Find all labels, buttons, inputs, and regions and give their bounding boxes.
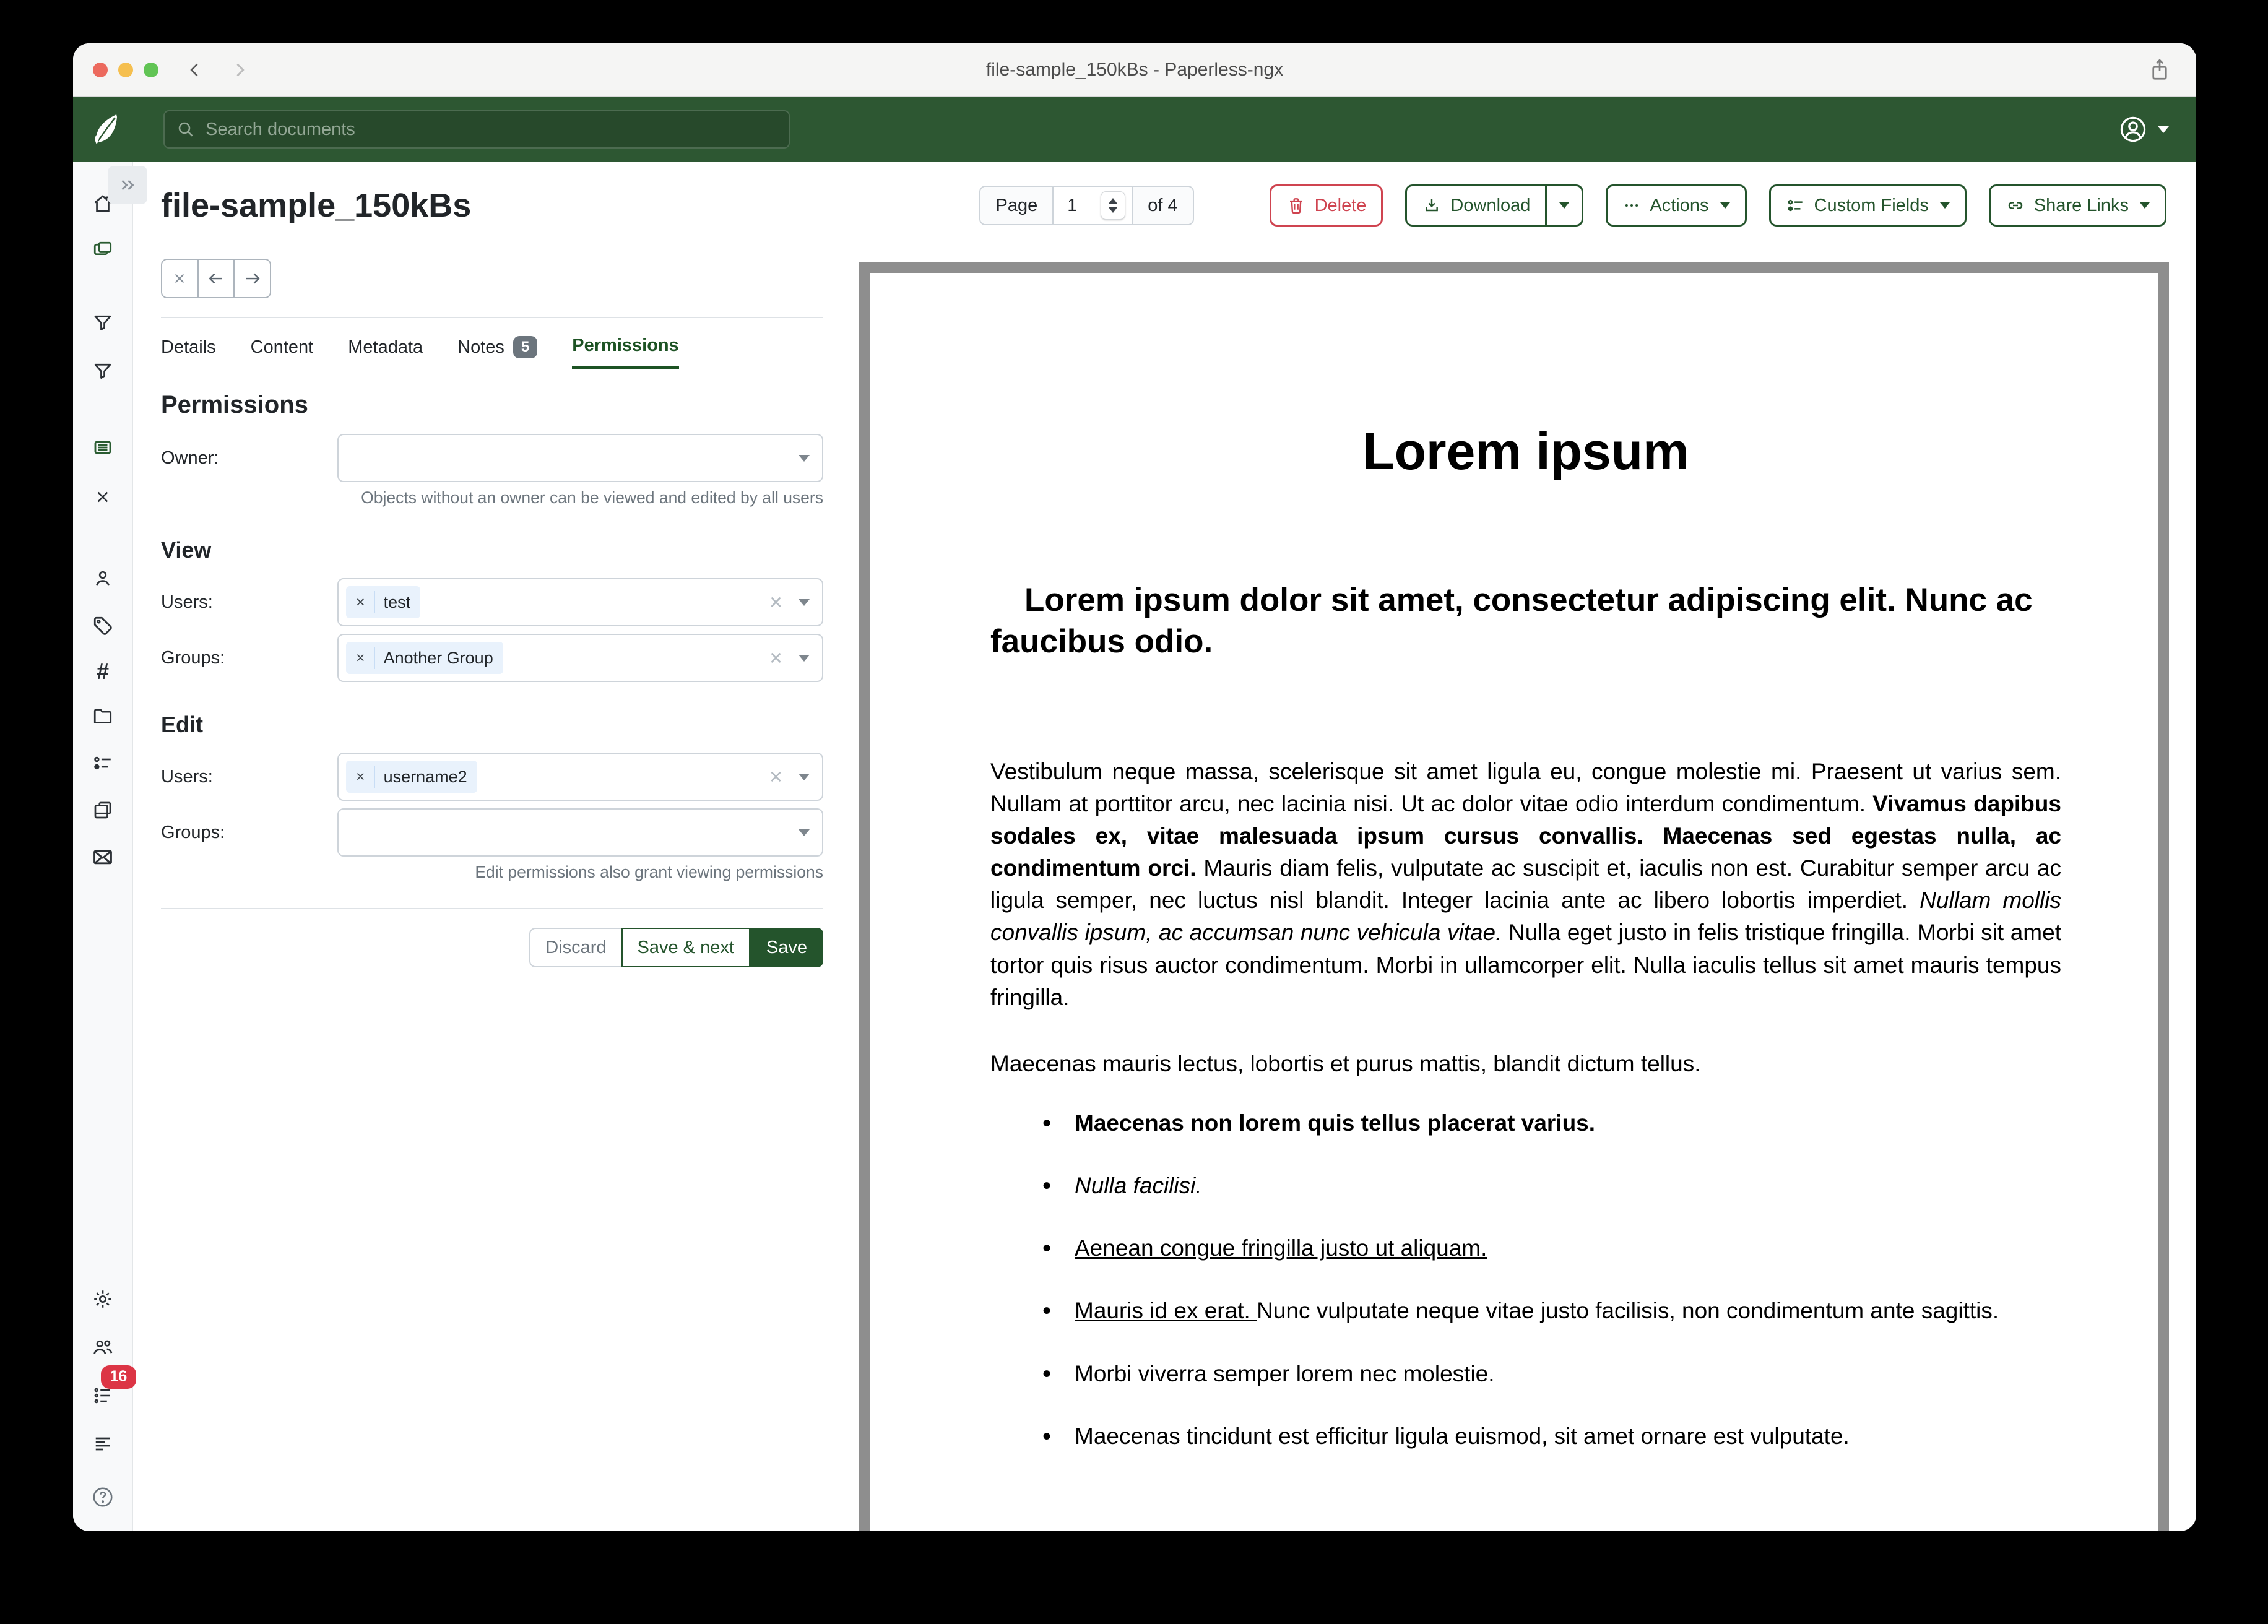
share-icon[interactable] <box>2148 57 2171 83</box>
browser-back-icon[interactable] <box>184 59 206 80</box>
permissions-heading: Permissions <box>161 391 308 418</box>
user-avatar-icon <box>2118 114 2148 144</box>
sidebar-item-users-groups[interactable] <box>91 1336 115 1359</box>
sidebar-item-saved-view-1[interactable] <box>91 311 115 334</box>
trash-icon <box>1286 196 1306 215</box>
chevron-down-icon <box>799 774 810 780</box>
browser-forward-icon[interactable] <box>229 59 250 80</box>
pdf-subtitle: Lorem ipsum dolor sit amet, consectetur adipiscing elit. Nunc ac faucibus odio. <box>990 582 2033 660</box>
pdf-viewer-frame[interactable] <box>859 262 2169 1531</box>
page-number-stepper[interactable] <box>1101 191 1125 220</box>
sidebar-item-correspondents[interactable] <box>91 567 115 590</box>
custom-fields-button[interactable]: Custom Fields <box>1769 184 1967 227</box>
chevron-down-icon <box>799 455 810 462</box>
view-users-select[interactable] <box>337 578 823 626</box>
page-number-input[interactable] <box>1066 195 1094 217</box>
tab-notes[interactable]: Notes 5 <box>457 335 537 369</box>
edit-users-select[interactable] <box>337 753 823 801</box>
app-window <box>73 43 2196 1531</box>
chevron-down-icon <box>799 829 810 836</box>
sidebar-item-tags[interactable] <box>91 614 115 637</box>
edit-hint: Edit permissions also grant viewing permissions <box>475 863 823 881</box>
sidebar-item-storage-paths[interactable] <box>91 704 115 728</box>
edit-groups-label: Groups: <box>161 822 225 842</box>
edit-users-label: Users: <box>161 766 213 787</box>
paperless-logo-icon[interactable] <box>90 112 121 147</box>
discard-button[interactable]: Discard <box>529 928 622 967</box>
list-item: • Maecenas tincidunt est efficitur ligula euismod, sit amet ornare est vulputate. <box>1042 1420 2061 1453</box>
macos-titlebar <box>73 43 2196 97</box>
edit-heading: Edit <box>161 712 203 737</box>
download-options-button[interactable] <box>1545 186 1582 225</box>
page-total-label: of 4 <box>1133 187 1192 224</box>
list-item: • Mauris id ex erat. Nunc vulputate neque vitae justo facilisis, non condimentum ante sagittis. <box>1042 1295 2061 1327</box>
list-item: • Aenean congue fringilla justo ut aliquam. <box>1042 1232 2061 1264</box>
sidebar-item-settings[interactable] <box>91 1287 115 1311</box>
pdf-bullet-list <box>990 1107 2061 1453</box>
view-users-label: Users: <box>161 592 213 612</box>
chevron-down-icon <box>2158 126 2169 133</box>
notes-count-badge: 5 <box>513 336 537 359</box>
page-navigation <box>979 186 1193 225</box>
remove-chip-icon[interactable]: × <box>356 767 365 785</box>
tab-metadata[interactable]: Metadata <box>348 337 423 357</box>
ellipsis-icon <box>1622 196 1641 215</box>
search-icon <box>176 119 196 139</box>
help-icon[interactable] <box>91 1485 115 1509</box>
sidebar-item-logs[interactable] <box>91 1432 115 1456</box>
list-item: • Nulla facilisi. <box>1042 1170 2061 1202</box>
tab-details[interactable]: Details <box>161 337 216 357</box>
tab-content[interactable]: Content <box>250 337 314 357</box>
pdf-title: Lorem ipsum <box>1362 422 1689 480</box>
chevron-down-icon <box>799 655 810 662</box>
divider <box>161 317 823 318</box>
document-preview-pane <box>859 262 2169 1531</box>
link-icon <box>2006 196 2025 215</box>
sidebar-item-open-document[interactable] <box>91 436 115 459</box>
save-button-group <box>529 928 823 967</box>
search-input[interactable] <box>204 119 749 140</box>
detail-tabs <box>161 335 823 369</box>
selected-user-chip: × test <box>346 586 420 618</box>
minimize-window-button[interactable] <box>118 63 133 77</box>
sidebar-item-mail[interactable] <box>91 845 115 869</box>
sidebar-item-workflows[interactable] <box>91 798 115 822</box>
custom-fields-icon <box>1786 196 1806 215</box>
owner-hint: Objects without an owner can be viewed and edited by all users <box>361 488 823 507</box>
clear-icon[interactable]: × <box>769 645 782 670</box>
next-document-button[interactable] <box>233 260 270 297</box>
pdf-paragraph: Vestibulum neque massa, scelerisque sit amet ligula eu, congue molestie mi. Praesent ut varius sem. Nullam at porttitor arcu, nec lacinia nisi. Ut ac dolor vitae odio interdum condimentum. Vivamus dapibus sodales ex, vitae malesuada ipsum cursus convallis. Maecenas sed egestas nulla, ac condimentum orci. Mauris diam felis, vulputate ac suscipit et, iaculis non est. Curabitur semper arcu ac ligula semper, nec luctus nisl blandit. Integer lacinia ante ac libero lobortis imperdiet. Nullam mollis convallis ipsum, ac accumsan nunc vehicula vitae. Nulla eget justo in felis tristique fringilla. Morbi sit amet tortor quis risus auctor condimentum. Morbi in ullamcorper elit. Nulla iaculis tellus sit amet mauris tempus fringilla. <box>990 758 2061 1010</box>
list-item: • Morbi viverra semper lorem nec molestie. <box>1042 1358 2061 1390</box>
close-window-button[interactable] <box>93 63 108 77</box>
document-nav-group <box>161 259 271 298</box>
previous-document-button[interactable] <box>197 260 234 297</box>
selected-group-chip: × Another Group <box>346 642 503 674</box>
chevron-down-icon <box>799 599 810 606</box>
traffic-lights <box>93 63 158 77</box>
share-links-button[interactable]: Share Links <box>1989 184 2166 227</box>
window-title: file-sample_150kBs - Paperless-ngx <box>985 59 1284 80</box>
delete-button[interactable]: Delete <box>1270 184 1383 227</box>
owner-label: Owner: <box>161 447 219 468</box>
document-header <box>133 162 2196 227</box>
sidebar-item-saved-view-2[interactable] <box>91 359 115 382</box>
page-label: Page <box>980 187 1052 224</box>
view-heading: View <box>161 537 212 563</box>
actions-button[interactable]: Actions <box>1606 184 1746 227</box>
save-button[interactable]: Save <box>750 928 823 967</box>
remove-chip-icon[interactable]: × <box>356 593 365 611</box>
sidebar-item-custom-fields[interactable] <box>91 751 115 775</box>
sidebar <box>73 162 133 1531</box>
download-split-button <box>1405 184 1583 227</box>
clear-icon[interactable]: × <box>769 589 782 615</box>
chevron-down-icon <box>2140 202 2150 209</box>
remove-chip-icon[interactable]: × <box>356 649 365 667</box>
document-detail-pane <box>133 227 823 967</box>
pdf-paragraph: Maecenas mauris lectus, lobortis et purus mattis, blandit dictum tellus. <box>990 1050 1701 1076</box>
chevron-down-icon <box>1940 202 1950 209</box>
clear-icon[interactable]: × <box>769 764 782 789</box>
search-bar <box>163 110 790 149</box>
sidebar-item-document-types[interactable]: # <box>96 659 109 684</box>
divider <box>161 908 823 909</box>
chevron-down-icon <box>1720 202 1730 209</box>
selected-user-chip: × username2 <box>346 761 477 793</box>
zoom-window-button[interactable] <box>144 63 158 77</box>
sidebar-item-documents[interactable] <box>91 239 115 262</box>
chevron-down-icon <box>1559 202 1569 209</box>
download-icon <box>1422 196 1442 215</box>
close-all-documents-icon[interactable] <box>91 485 115 509</box>
owner-select[interactable] <box>337 434 823 482</box>
save-next-button[interactable]: Save & next <box>621 928 750 967</box>
close-document-button[interactable] <box>162 260 197 297</box>
edit-groups-select[interactable] <box>337 808 823 857</box>
sidebar-expand-button[interactable] <box>108 166 147 204</box>
app-navbar <box>73 97 2196 162</box>
tab-permissions[interactable]: Permissions <box>572 335 678 369</box>
download-button[interactable]: Download <box>1407 186 1545 225</box>
user-menu[interactable] <box>2118 114 2169 144</box>
list-item: • Maecenas non lorem quis tellus placerat varius. <box>1042 1107 2061 1139</box>
pdf-page <box>870 421 2158 1453</box>
view-groups-label: Groups: <box>161 647 225 668</box>
page-title: file-sample_150kBs <box>161 186 472 224</box>
sidebar-item-tasks[interactable] <box>91 1368 128 1407</box>
view-groups-select[interactable] <box>337 634 823 682</box>
tasks-count-badge: 16 <box>101 1365 137 1389</box>
